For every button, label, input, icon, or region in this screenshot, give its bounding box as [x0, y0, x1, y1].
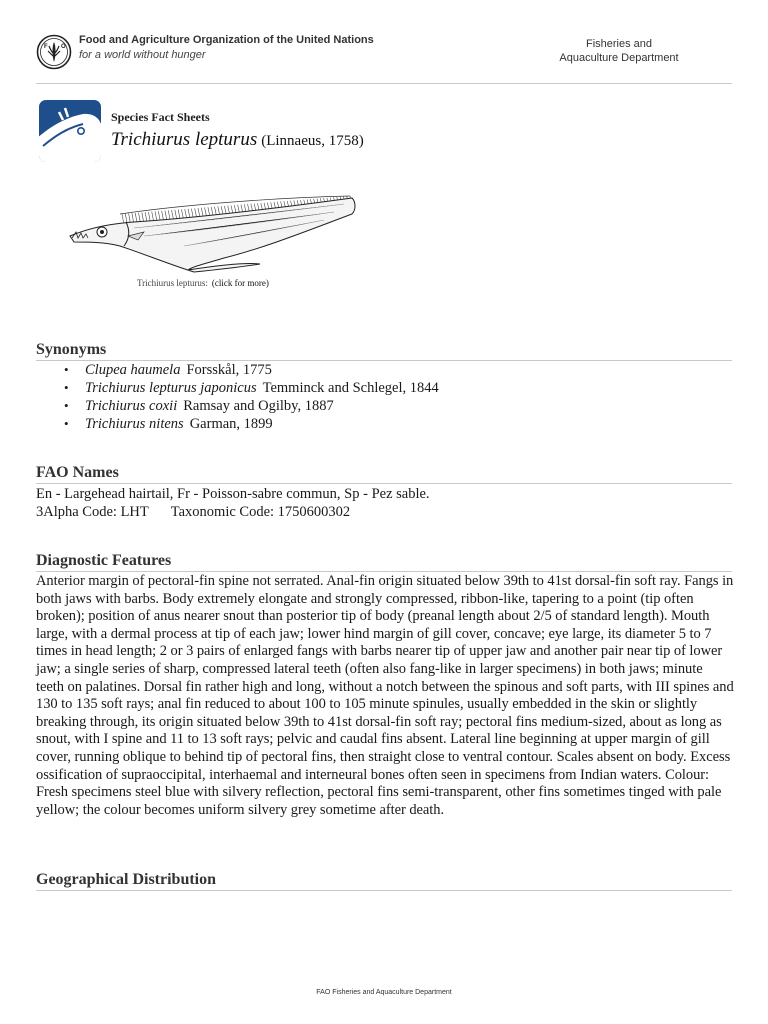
- svg-text:F: F: [44, 44, 48, 50]
- list-item: [64, 379, 439, 397]
- species-fact-sheets-label: Species Fact Sheets: [111, 110, 210, 124]
- synonym-authority: Garman, 1899: [189, 416, 273, 432]
- organization-name: Food and Agriculture Organization of the United Nations: [79, 34, 374, 46]
- taxonomic-code: Taxonomic Code: 1750600302: [170, 504, 351, 520]
- species-authority: (Linnaeus, 1758): [261, 133, 364, 149]
- department-line-1: Fisheries and: [585, 38, 653, 50]
- synonym-name: Trichiurus coxii: [85, 398, 178, 414]
- common-names: En - Largehead hairtail, Fr - Poisson-sabre commun, Sp - Pez sable.: [36, 486, 430, 502]
- click-for-more-link[interactable]: (click for more): [211, 278, 269, 288]
- alpha-code: 3Alpha Code: LHT: [36, 504, 149, 520]
- fao-names-block: [36, 485, 430, 521]
- figure-caption-species: Trichiurus lepturus:: [137, 278, 208, 288]
- figure-caption: [137, 278, 269, 288]
- synonym-name: Clupea haumela: [85, 362, 181, 378]
- species-title: [111, 129, 364, 151]
- page-footer: FAO Fisheries and Aquaculture Department: [316, 989, 452, 996]
- synonym-authority: Temminck and Schlegel, 1844: [262, 380, 439, 396]
- svg-text:O: O: [61, 44, 66, 50]
- synonym-name: Trichiurus nitens: [85, 416, 184, 432]
- fao-names-heading: FAO Names: [36, 464, 732, 484]
- fao-logo-icon: [36, 34, 72, 70]
- diagnostic-features-heading: Diagnostic Features: [36, 552, 732, 572]
- list-item: [64, 361, 439, 379]
- department-line-2: Aquaculture Department: [559, 52, 679, 64]
- synonym-name: Trichiurus lepturus japonicus: [85, 380, 257, 396]
- diagnostic-features-text: Anterior margin of pectoral-fin spine not serrated. Anal-fin origin situated below 39th to 41st dorsal-fin soft ray. Fangs in both jaws with barbs. Body extremely elongate and strongly compressed, ribbon-like, tapering to a point (tip often broken); position of anus nearer snout than posterior tip of body (preanal length about 2/5 of standard length). Mouth large, with a dermal process at tip of each jaw; lower hind margin of gill cover, concave; eye large, its diameter 5 to 7 times in head length; 2 or 3 pairs of enlarged fangs with barbs nearer tip of upper jaw and another pair near tip of lower jaw; a single series of sharp, compressed lateral teeth (often also fang-like in larger specimens) in both jaws; minute teeth on palatines. Dorsal fin rather high and long, without a notch between the spinous and soft parts, with III spines and 130 to 135 soft rays; anal fin reduced to about 100 to 105 minute spinules, usually embedded in the skin or slightly breaking through, its origin situated below 39th to 41st dorsal-fin soft ray; pectoral fins medium-sized, about as long as snout, with I spine and 11 to 13 soft rays; pelvic and caudal fins absent. Lateral line beginning at upper margin of gill cover, running oblique to behind tip of pectoral fins, then straight close to ventral contour. Scales absent on body. Excess ossification of supraoccipital, interhaemal and interneural bones often seen in specimens from Indian waters. Colour: Fresh specimens steel blue with silvery reflection, pectoral fins semi-transparent, other fins sometimes tinged with pale yellow; the colour becomes uniform silvery grey sometime after death.: [36, 573, 734, 818]
- fish-illustration[interactable]: [64, 192, 364, 274]
- species-scientific-name: Trichiurus lepturus: [111, 129, 258, 150]
- department-name: [544, 37, 694, 65]
- geographical-distribution-heading: Geographical Distribution: [36, 871, 732, 891]
- list-item: [64, 415, 439, 433]
- codes-line: [36, 503, 430, 521]
- synonyms-list: [64, 361, 439, 433]
- list-item: [64, 397, 439, 415]
- synonym-authority: Forsskål, 1775: [186, 362, 272, 378]
- synonym-authority: Ramsay and Ogilby, 1887: [183, 398, 334, 414]
- page-header: [36, 32, 732, 84]
- species-fact-sheet-icon: [39, 100, 101, 162]
- fish-head-icon: [39, 100, 101, 162]
- synonyms-heading: Synonyms: [36, 341, 732, 361]
- organization-tagline: for a world without hunger: [79, 49, 206, 61]
